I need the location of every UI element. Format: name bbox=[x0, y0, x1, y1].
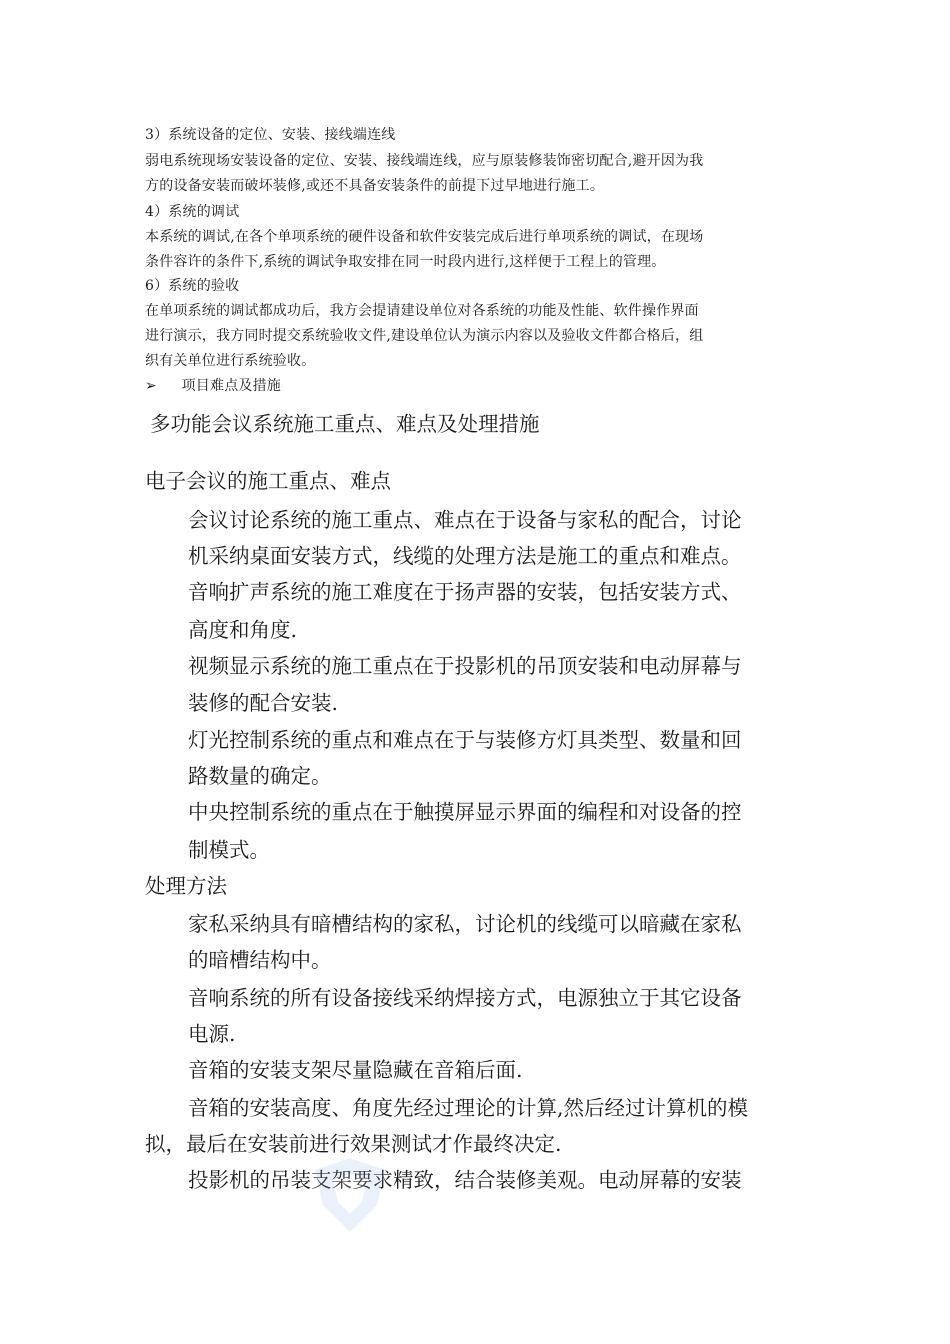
step-4-text-line-2: 条件容许的条件下,系统的调试争取安排在同一时段内进行,这样便于工程上的管理。 bbox=[145, 254, 666, 270]
section-title: 多功能会议系统施工重点、难点及处理措施 bbox=[150, 412, 540, 436]
watermark-logo-icon bbox=[305, 1150, 395, 1240]
paragraph-line: 音箱的安装支架尽量隐藏在音箱后面. bbox=[188, 1058, 523, 1082]
step-4-text-line-1: 本系统的调试,在各个单项系统的硬件设备和软件安装完成后进行单项系统的调试，在现场 bbox=[145, 229, 704, 245]
paragraph-line: 视频显示系统的施工重点在于投影机的吊顶安装和电动屏幕与 bbox=[188, 654, 742, 678]
paragraph-line: 音箱的安装高度、角度先经过理论的计算,然后经过计算机的模 bbox=[188, 1096, 749, 1120]
paragraph-line: 高度和角度. bbox=[188, 618, 298, 642]
bullet-heading-text: 项目难点及措施 bbox=[181, 378, 281, 394]
paragraph-line: 路数量的确定。 bbox=[188, 764, 332, 788]
subheading-methods: 处理方法 bbox=[145, 874, 227, 898]
step-6-text-line-2: 进行演示，我方同时提交系统验收文件,建设单位认为演示内容以及验收文件都合格后，组 bbox=[145, 328, 704, 344]
bullet-arrow-icon: ➢ bbox=[145, 378, 157, 394]
paragraph-line: 投影机的吊装支架要求精致，结合装修美观。电动屏幕的安装 bbox=[188, 1168, 742, 1192]
paragraph-line: 制模式。 bbox=[188, 838, 270, 862]
paragraph-line: 音响扩声系统的施工难度在于扬声器的安装，包括安装方式、 bbox=[188, 580, 742, 604]
step-3-text-line-2: 方的设备安装而破坏装修,或还不具备安装条件的前提下过早地进行施工。 bbox=[145, 178, 605, 194]
bullet-heading bbox=[145, 376, 281, 396]
subheading-key-points: 电子会议的施工重点、难点 bbox=[145, 469, 391, 493]
paragraph-line: 拟，最后在安装前进行效果测试才作最终决定. bbox=[145, 1132, 562, 1156]
step-3-text-line-1: 弱电系统现场安装设备的定位、安装、接线端连线，应与原装修装饰密切配合,避开因为我 bbox=[145, 153, 704, 169]
paragraph-line: 的暗槽结构中。 bbox=[188, 948, 332, 972]
paragraph-line: 中央控制系统的重点在于触摸屏显示界面的编程和对设备的控 bbox=[188, 800, 742, 824]
paragraph-line: 会议讨论系统的施工重点、难点在于设备与家私的配合，讨论 bbox=[188, 508, 742, 532]
paragraph-line: 机采纳桌面安装方式，线缆的处理方法是施工的重点和难点。 bbox=[188, 544, 742, 568]
step-3-heading: 3）系统设备的定位、安装、接线端连线 bbox=[145, 127, 396, 143]
paragraph-line: 音响系统的所有设备接线采纳焊接方式，电源独立于其它设备 bbox=[188, 986, 742, 1010]
paragraph-line: 电源. bbox=[188, 1022, 236, 1046]
paragraph-line: 家私采纳具有暗槽结构的家私，讨论机的线缆可以暗藏在家私 bbox=[188, 912, 742, 936]
step-4-heading: 4）系统的调试 bbox=[145, 204, 240, 220]
paragraph-line: 灯光控制系统的重点和难点在于与装修方灯具类型、数量和回 bbox=[188, 728, 742, 752]
step-6-text-line-1: 在单项系统的调试都成功后，我方会提请建设单位对各系统的功能及性能、软件操作界面 bbox=[145, 303, 699, 319]
paragraph-line: 装修的配合安装. bbox=[188, 691, 339, 715]
step-6-heading: 6）系统的验收 bbox=[145, 278, 240, 294]
step-6-text-line-3: 织有关单位进行系统验收。 bbox=[145, 353, 316, 369]
